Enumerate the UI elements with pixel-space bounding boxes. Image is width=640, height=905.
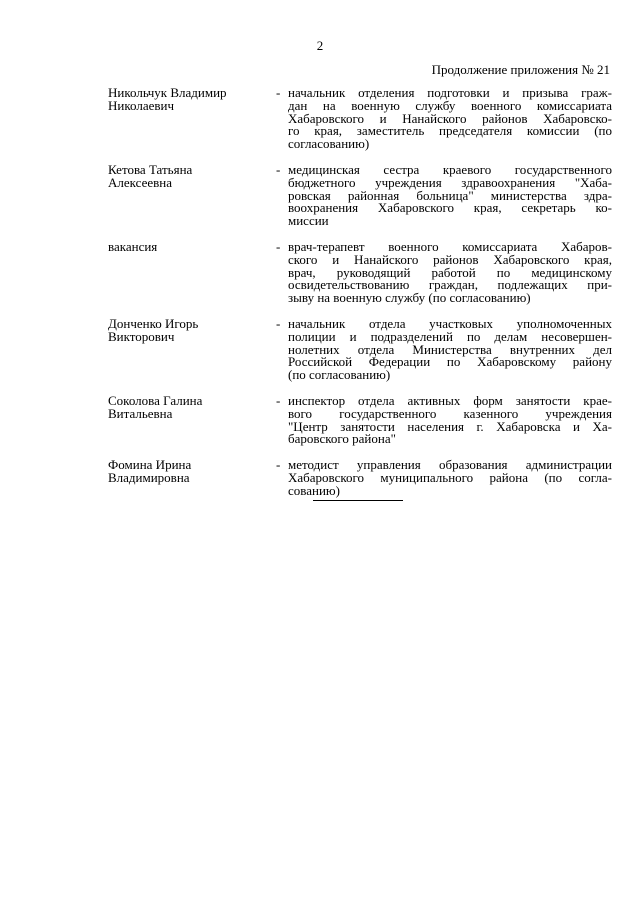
member-name-line: Соколова Галина: [108, 392, 203, 408]
member-entry: [108, 315, 612, 383]
end-separator-line: [313, 500, 403, 501]
member-name: [108, 315, 276, 344]
member-position-line: "Центр занятости населения г. Хабаровска и Ха-: [288, 418, 612, 434]
member-name: [108, 459, 276, 485]
appendix-continuation-note: Продолжение приложения № 21: [431, 62, 610, 77]
member-position-line: инспектор отдела активных форм занятости крае-: [288, 392, 612, 408]
member-entry: [108, 87, 612, 151]
dash-separator: -: [276, 315, 281, 331]
member-name-line: вакансия: [108, 238, 158, 254]
dash-separator: -: [276, 392, 281, 408]
member-name-line: Кетова Татьяна: [108, 161, 193, 177]
member-name: [108, 392, 276, 421]
member-position-line: миссии: [288, 213, 329, 229]
member-position-line: дан на военную службу военного комиссариата: [288, 97, 612, 113]
member-name-line: Витальевна: [108, 405, 173, 421]
member-position-line: вого государственного казенного учреждения: [288, 405, 612, 421]
member-position-line: методист управления образования администрации: [288, 457, 612, 473]
dash-separator: -: [276, 161, 281, 177]
member-entry: [108, 392, 612, 447]
member-position-line: согласованию): [288, 136, 370, 152]
member-name-line: Владимировна: [108, 469, 190, 485]
member-name-line: Викторович: [108, 328, 175, 344]
member-position-line: медицинская сестра краевого государственного: [288, 161, 612, 177]
member-position-line: ровская районная больница" министерства здра-: [288, 187, 612, 203]
dash-separator: -: [276, 85, 281, 100]
member-position: [288, 315, 612, 383]
member-position-line: нолетних отдела Министерства внутренних дел: [288, 341, 612, 357]
member-position-line: го края, заместитель председателя комиссии (по: [288, 123, 612, 139]
member-position-line: врач-терапевт военного комиссариата Хабаров-: [288, 238, 612, 254]
member-position-line: полиции и подразделений по делам несовершен-: [288, 328, 612, 344]
member-position: [288, 161, 612, 229]
member-position: [288, 238, 612, 306]
member-position-line: Российской Федерации по Хабаровскому району: [288, 354, 612, 370]
member-position-line: баровского района": [288, 431, 396, 447]
member-name-line: Фомина Ирина: [108, 457, 192, 473]
member-position-line: зыву на военную службу (по согласованию): [288, 290, 531, 306]
dash-separator: -: [276, 238, 281, 254]
member-entry: [108, 459, 612, 497]
member-position-line: Хабаровского и Нанайского районов Хабаровско-: [288, 110, 612, 126]
member-name: [108, 161, 276, 190]
member-position-line: врач, руководящий работой по медицинскому: [288, 264, 612, 280]
member-name-line: Донченко Игорь: [108, 315, 199, 331]
member-position-line: ского и Нанайского районов Хабаровского края,: [288, 251, 612, 267]
member-position-line: (по согласованию): [288, 367, 391, 383]
member-entry: [108, 161, 612, 229]
dash-separator: -: [276, 457, 281, 473]
member-position-line: бюджетного учреждения здравоохранения "Хаба-: [288, 174, 612, 190]
member-name-line: Никольчук Владимир: [108, 85, 227, 100]
member-position-line: сованию): [288, 482, 340, 498]
member-entry: [108, 238, 612, 306]
member-position: [288, 392, 612, 447]
page-number: 2: [316, 38, 324, 53]
member-position-line: Хабаровского муниципального района (по согла-: [288, 469, 612, 485]
member-position: [288, 87, 612, 151]
member-position-line: освидетельствованию граждан, подлежащих при-: [288, 277, 612, 293]
member-name: [108, 87, 276, 113]
member-position: [288, 459, 612, 497]
member-name: [108, 238, 276, 254]
member-name-line: Николаевич: [108, 97, 174, 113]
member-position-line: воохранения Хабаровского края, секретарь ко-: [288, 200, 612, 216]
member-position-line: начальник отдела участковых уполномоченных: [288, 315, 612, 331]
member-name-line: Алексеевна: [108, 174, 172, 190]
commission-members-list: [108, 87, 612, 498]
member-position-line: начальник отделения подготовки и призыва граж-: [288, 85, 612, 100]
